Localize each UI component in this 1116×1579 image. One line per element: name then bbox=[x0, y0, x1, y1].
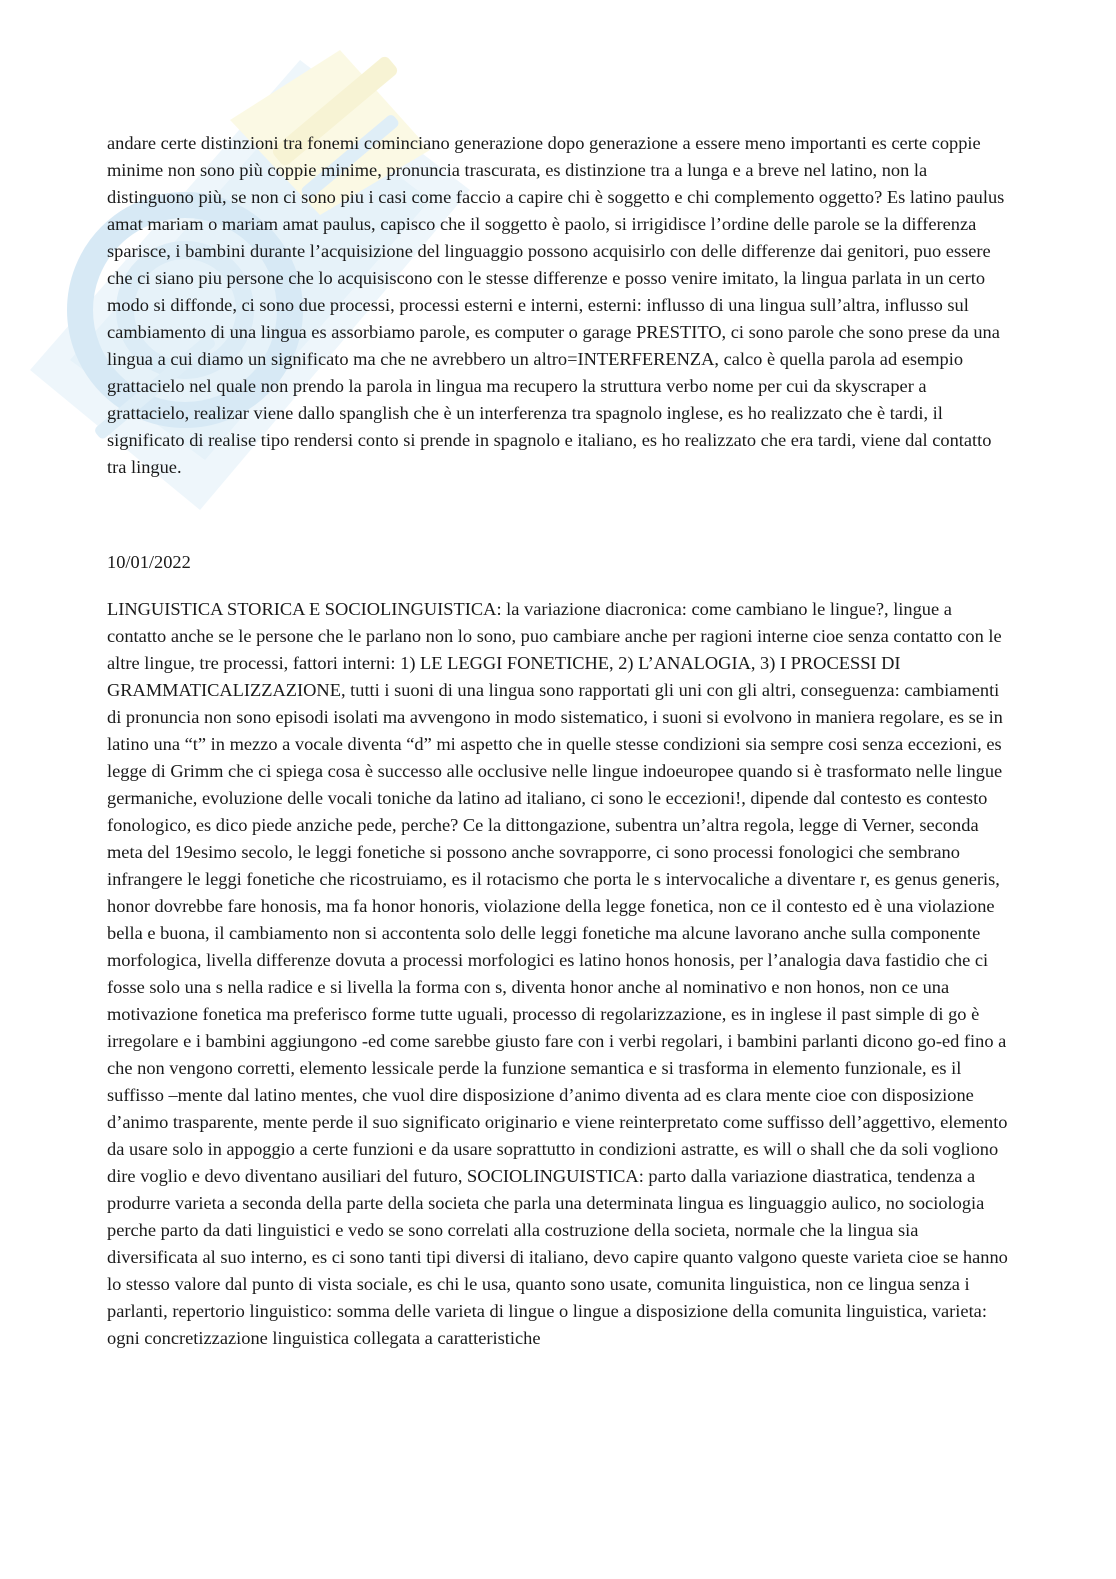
document-body bbox=[107, 130, 1013, 1352]
body-paragraph: andare certe distinzioni tra fonemi cominciano generazione dopo generazione a essere meno importanti es certe coppie minime non sono più coppie minime, pronuncia trascurata, es distinzione tra a lunga e a breve nel latino, non la distinguono più, se non ci sono piu i casi come faccio a capire chi è soggetto e chi complemento oggetto? Es latino paulus amat mariam o mariam amat paulus, capisco che il soggetto è paolo, si irrigidisce l’ordine delle parole se la differenza sparisce, i bambini durante l’acquisizione del linguaggio possono acquisirlo con delle differenze dai genitori, puo essere che ci siano piu persone che lo acquisiscono con le stesse differenze e posso venire imitato, la lingua parlata in un certo modo si diffonde, ci sono due processi, processi esterni e interni, esterni: influsso di una lingua sull’altra, influsso sul cambiamento di una lingua es assorbiamo parole, es computer o garage PRESTITO, ci sono parole che sono prese da una lingua a cui diamo un significato ma che ne avrebbero un altro=INTERFERENZA, calco è quella parola ad esempio grattacielo nel quale non prendo la parola in lingua ma recupero la struttura verbo nome per cui da skyscraper a grattacielo, realizar viene dallo spanglish che è un interferenza tra spagnolo inglese, es ho realizzato che è tardi, il significato di realise tipo rendersi conto si prende in spagnolo e italiano, es ho realizzato che era tardi, viene dal contatto tra lingue. bbox=[107, 133, 1005, 477]
date-heading: 10/01/2022 bbox=[107, 552, 191, 572]
body-paragraph: LINGUISTICA STORICA E SOCIOLINGUISTICA: la variazione diacronica: come cambiano le lingue?, lingue a contatto anche se le persone che le parlano non lo sono, puo cambiare anche per ragioni interne cioe senza contatto con le altre lingue, tre processi, fattori interni: 1) LE LEGGI FONETICHE, 2) L’ANALOGIA, 3) I PROCESSI DI GRAMMATICALIZZAZIONE, tutti i suoni di una lingua sono rapportati gli uni con gli altri, conseguenza: cambiamenti di pronuncia non sono episodi isolati ma avvengono in modo sistematico, i suoni si evolvono in maniera regolare, es se in latino una “t” in mezzo a vocale diventa “d” mi aspetto che in quelle stesse condizioni sia sempre cosi senza eccezioni, es legge di Grimm che ci spiega cosa è successo alle occlusive nelle lingue indoeuropee quando si è trasformato nelle lingue germaniche, evoluzione delle vocali toniche da latino ad italiano, ci sono le eccezioni!, dipende dal contesto es contesto fonologico, es dico piede anziche pede, perche? Ce la dittongazione, subentra un’altra regola, legge di Verner, seconda meta del 19esimo secolo, le leggi fonetiche si possono anche sovrapporre, ci sono processi fonologici che sembrano infrangere le leggi fonetiche che ricostruiamo, es il rotacismo che porta le s intervocaliche a diventare r, es genus generis, honor dovrebbe fare honosis, ma fa honor honoris, violazione della legge fonetica, non ce il contesto ed è una violazione bella e buona, il cambiamento non si accontenta solo delle leggi fonetiche ma alcune lavorano anche sulla componente morfologica, livella differenze dovuta a processi morfologici es latino honos honosis, per l’analogia dava fastidio che ci fosse solo una s nella radice e si livella la forma con s, diventa honor anche al nominativo e non honos, non ce una motivazione fonetica ma preferisco forme tutte uguali, processo di regolarizzazione, es in inglese il past simple di go è irregolare e i bambini aggiungono -ed come sarebbe giusto fare con i verbi regolari, i bambini parlanti dicono go-ed fino a che non vengono corretti, elemento lessicale perde la funzione semantica e si trasforma in elemento funzionale, es il suffisso –mente dal latino mentes, che vuol dire disposizione d’animo diventa ad es clara mente cioe con disposizione d’animo trasparente, mente perde il suo significato originario e viene reinterpretato come suffisso dell’aggettivo, elemento da usare solo in appoggio a certe funzioni e da usare soprattutto in condizioni astratte, es will o shall che da soli vogliono dire voglio e devo diventano ausiliari del futuro, SOCIOLINGUISTICA: parto dalla variazione diastratica, tendenza a produrre varieta a seconda della parte della societa che parla una determinata lingua es linguaggio aulico, no sociologia perche parto da dati linguistici e vedo se sono correlati alla costruzione della societa, normale che la lingua sia diversificata al suo interno, es ci sono tanti tipi diversi di italiano, devo capire quanto valgono queste varieta cioe se hanno lo stesso valore dal punto di vista sociale, es chi le usa, quanto sono usate, comunita linguistica, non ce lingua senza i parlanti, repertorio linguistico: somma delle varieta di lingue o lingue a disposizione della comunita linguistica, varieta: ogni concretizzazione linguistica collegata a caratteristiche bbox=[107, 599, 1008, 1348]
